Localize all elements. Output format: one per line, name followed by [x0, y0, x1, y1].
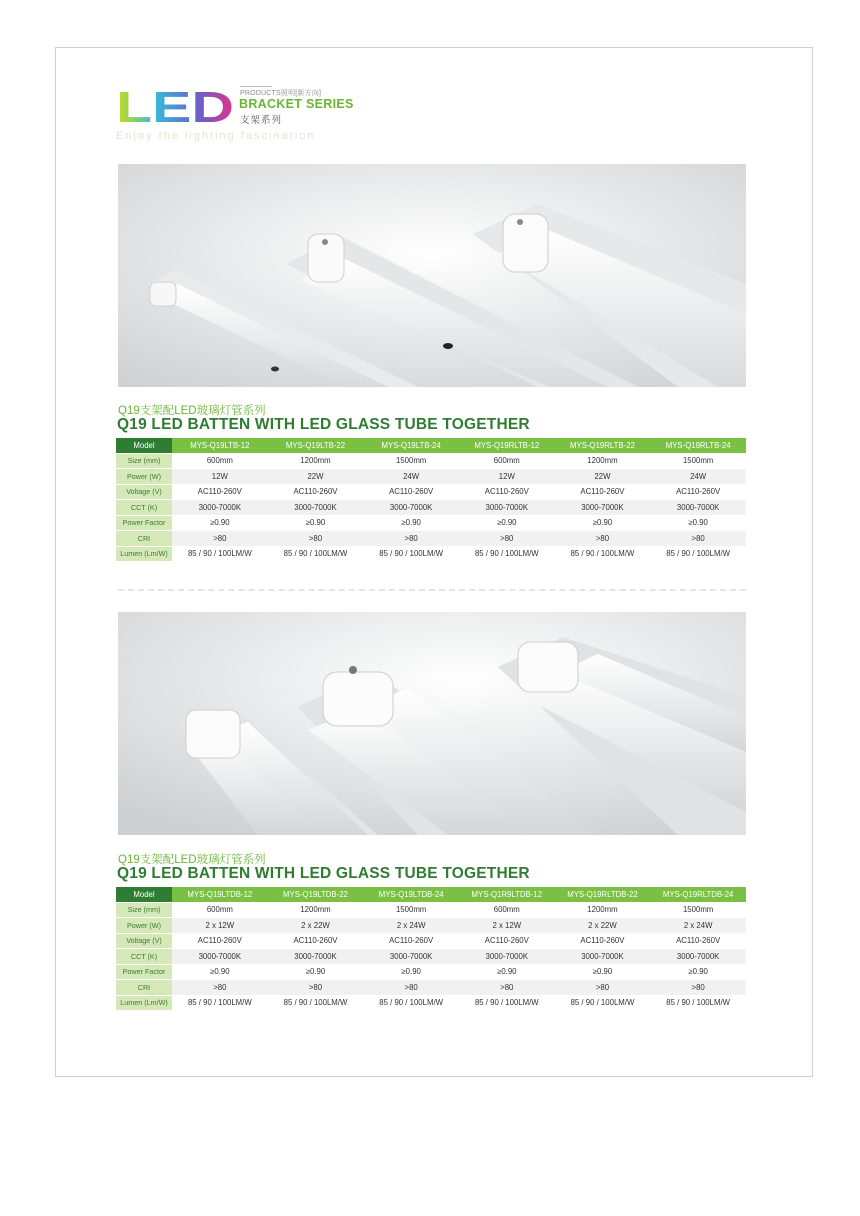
spec-label-cell: Power Factor [116, 965, 172, 980]
spec-value-cell: 600mm [459, 454, 555, 469]
spec-value-cell: 1200mm [555, 903, 651, 918]
spec-value-cell: AC110-260V [555, 934, 651, 949]
spec-value-cell: AC110-260V [268, 934, 364, 949]
spec-value-cell: 1500mm [650, 903, 746, 918]
spec-value-cell: 24W [363, 469, 459, 484]
spec-value-cell: ≥0.90 [555, 516, 651, 531]
spec-value-cell: >80 [172, 980, 268, 995]
spec-value-cell: 85 / 90 / 100LM/W [650, 547, 746, 562]
spec-value-cell: 2 x 22W [555, 918, 651, 933]
spec-value-cell: 22W [268, 469, 364, 484]
spec-label-cell: Power (W) [116, 469, 172, 484]
section-2-title-cn: Q19支架配LED玻璃灯管系列 [118, 854, 266, 866]
spec-value-cell: AC110-260V [555, 485, 651, 500]
model-header-cell: MYS-Q19LTB-12 [172, 438, 268, 453]
spec-value-cell: ≥0.90 [650, 516, 746, 531]
spec-value-cell: AC110-260V [650, 934, 746, 949]
logo-text: LED [116, 86, 234, 126]
spec-label-cell: CRI [116, 531, 172, 546]
table-row [116, 454, 746, 469]
spec-value-cell: >80 [172, 531, 268, 546]
table-row [116, 903, 746, 918]
table-row [116, 500, 746, 515]
table-header-row [116, 438, 746, 453]
spec-value-cell: 1500mm [363, 454, 459, 469]
tagline: Enjoy the lighting fascination [116, 130, 316, 142]
spec-value-cell: AC110-260V [363, 485, 459, 500]
table-row [116, 485, 746, 500]
spec-value-cell: >80 [363, 531, 459, 546]
table-row [116, 469, 746, 484]
spec-value-cell: >80 [363, 980, 459, 995]
model-header-cell: MYS-Q19LTDB-12 [172, 887, 268, 902]
spec-value-cell: 85 / 90 / 100LM/W [172, 996, 268, 1011]
spec-value-cell: 2 x 22W [268, 918, 364, 933]
products-label: PRODUCTS照明[新方向] [240, 90, 322, 97]
spec-value-cell: 3000-7000K [363, 500, 459, 515]
spec-value-cell: 3000-7000K [268, 949, 364, 964]
spec-value-cell: 85 / 90 / 100LM/W [172, 547, 268, 562]
spec-value-cell: 3000-7000K [172, 500, 268, 515]
spec-value-cell: ≥0.90 [268, 516, 364, 531]
spec-value-cell: >80 [555, 980, 651, 995]
spec-value-cell: AC110-260V [363, 934, 459, 949]
spec-value-cell: 3000-7000K [363, 949, 459, 964]
spec-value-cell: 12W [459, 469, 555, 484]
section-1-title-cn: Q19支架配LED玻璃灯管系列 [118, 405, 266, 417]
table-row [116, 918, 746, 933]
spec-value-cell: 600mm [172, 903, 268, 918]
model-header-cell: MYS-Q1R9LTDB-12 [459, 887, 555, 902]
spec-value-cell: 1500mm [650, 454, 746, 469]
model-header-cell: MYS-Q19LTB-22 [268, 438, 364, 453]
product-photo-single [118, 164, 746, 387]
spec-value-cell: AC110-260V [459, 934, 555, 949]
spec-value-cell: ≥0.90 [172, 965, 268, 980]
spec-value-cell: 1200mm [268, 454, 364, 469]
spec-value-cell: 1500mm [363, 903, 459, 918]
spec-value-cell: 85 / 90 / 100LM/W [650, 996, 746, 1011]
model-header-cell: MYS-Q19RLTDB-22 [555, 887, 651, 902]
spec-label-cell: Voltage (V) [116, 934, 172, 949]
table-row [116, 965, 746, 980]
spec-value-cell: 12W [172, 469, 268, 484]
spec-value-cell: 2 x 24W [650, 918, 746, 933]
spec-label-cell: CCT (K) [116, 500, 172, 515]
spec-label-cell: CCT (K) [116, 949, 172, 964]
model-header-cell: MYS-Q19LTDB-22 [268, 887, 364, 902]
spec-value-cell: 2 x 24W [363, 918, 459, 933]
spec-label-cell: Power (W) [116, 918, 172, 933]
spec-value-cell: 85 / 90 / 100LM/W [459, 547, 555, 562]
spec-value-cell: AC110-260V [459, 485, 555, 500]
spec-label-cell: Lumen (Lm/W) [116, 547, 172, 562]
spec-value-cell: >80 [650, 531, 746, 546]
spec-value-cell: 3000-7000K [172, 949, 268, 964]
spec-value-cell: 22W [555, 469, 651, 484]
series-title: BRACKET SERIES [239, 97, 354, 111]
table-header-row [116, 887, 746, 902]
spec-value-cell: 3000-7000K [459, 500, 555, 515]
header-rule [240, 86, 272, 87]
spec-label-cell: Lumen (Lm/W) [116, 996, 172, 1011]
spec-value-cell: 1200mm [555, 454, 651, 469]
led-logo [116, 86, 238, 126]
header-label-cell: Model [116, 887, 172, 902]
spec-value-cell: 600mm [459, 903, 555, 918]
spec-value-cell: AC110-260V [172, 485, 268, 500]
spec-value-cell: 85 / 90 / 100LM/W [268, 547, 364, 562]
table-row [116, 531, 746, 546]
spec-value-cell: 85 / 90 / 100LM/W [363, 547, 459, 562]
spec-value-cell: 3000-7000K [555, 500, 651, 515]
spec-label-cell: Size (mm) [116, 903, 172, 918]
spec-value-cell: AC110-260V [172, 934, 268, 949]
model-header-cell: MYS-Q19RLTDB-24 [650, 887, 746, 902]
model-header-cell: MYS-Q19RLTB-12 [459, 438, 555, 453]
spec-value-cell: 24W [650, 469, 746, 484]
header-label-cell: Model [116, 438, 172, 453]
product-photo-double [118, 612, 746, 835]
spec-value-cell: 3000-7000K [555, 949, 651, 964]
spec-value-cell: AC110-260V [650, 485, 746, 500]
spec-value-cell: ≥0.90 [459, 516, 555, 531]
spec-value-cell: 85 / 90 / 100LM/W [268, 996, 364, 1011]
table-row [116, 547, 746, 562]
model-header-cell: MYS-Q19LTDB-24 [363, 887, 459, 902]
spec-value-cell: 85 / 90 / 100LM/W [363, 996, 459, 1011]
spec-value-cell: ≥0.90 [363, 965, 459, 980]
spec-value-cell: >80 [459, 531, 555, 546]
spec-value-cell: 85 / 90 / 100LM/W [555, 547, 651, 562]
spec-value-cell: >80 [268, 531, 364, 546]
spec-value-cell: >80 [650, 980, 746, 995]
spec-label-cell: Size (mm) [116, 454, 172, 469]
spec-value-cell: ≥0.90 [172, 516, 268, 531]
section-2-title: Q19 LED BATTEN WITH LED GLASS TUBE TOGETHER [117, 865, 530, 882]
section-divider [118, 589, 746, 591]
spec-table-2 [116, 886, 746, 1011]
model-header-cell: MYS-Q19RLTB-22 [555, 438, 651, 453]
model-header-cell: MYS-Q19LTB-24 [363, 438, 459, 453]
spec-value-cell: ≥0.90 [650, 965, 746, 980]
section-1-title: Q19 LED BATTEN WITH LED GLASS TUBE TOGETHER [117, 416, 530, 433]
spec-value-cell: >80 [459, 980, 555, 995]
spec-table-1 [116, 437, 746, 562]
spec-value-cell: 85 / 90 / 100LM/W [459, 996, 555, 1011]
spec-value-cell: >80 [268, 980, 364, 995]
table-row [116, 934, 746, 949]
spec-label-cell: Power Factor [116, 516, 172, 531]
spec-value-cell: 3000-7000K [268, 500, 364, 515]
spec-value-cell: ≥0.90 [268, 965, 364, 980]
model-header-cell: MYS-Q19RLTB-24 [650, 438, 746, 453]
spec-value-cell: 3000-7000K [650, 500, 746, 515]
spec-value-cell: >80 [555, 531, 651, 546]
spec-value-cell: 85 / 90 / 100LM/W [555, 996, 651, 1011]
table-row [116, 980, 746, 995]
table-row [116, 516, 746, 531]
table-row [116, 949, 746, 964]
spec-value-cell: 600mm [172, 454, 268, 469]
series-title-cn: 支架系列 [240, 115, 283, 126]
spec-value-cell: ≥0.90 [459, 965, 555, 980]
spec-value-cell: 2 x 12W [459, 918, 555, 933]
spec-value-cell: 3000-7000K [459, 949, 555, 964]
spec-value-cell: ≥0.90 [555, 965, 651, 980]
spec-value-cell: ≥0.90 [363, 516, 459, 531]
spec-value-cell: 3000-7000K [650, 949, 746, 964]
spec-label-cell: Voltage (V) [116, 485, 172, 500]
spec-value-cell: 2 x 12W [172, 918, 268, 933]
table-row [116, 996, 746, 1011]
spec-value-cell: 1200mm [268, 903, 364, 918]
spec-value-cell: AC110-260V [268, 485, 364, 500]
brand-header [116, 86, 376, 146]
spec-label-cell: CRI [116, 980, 172, 995]
